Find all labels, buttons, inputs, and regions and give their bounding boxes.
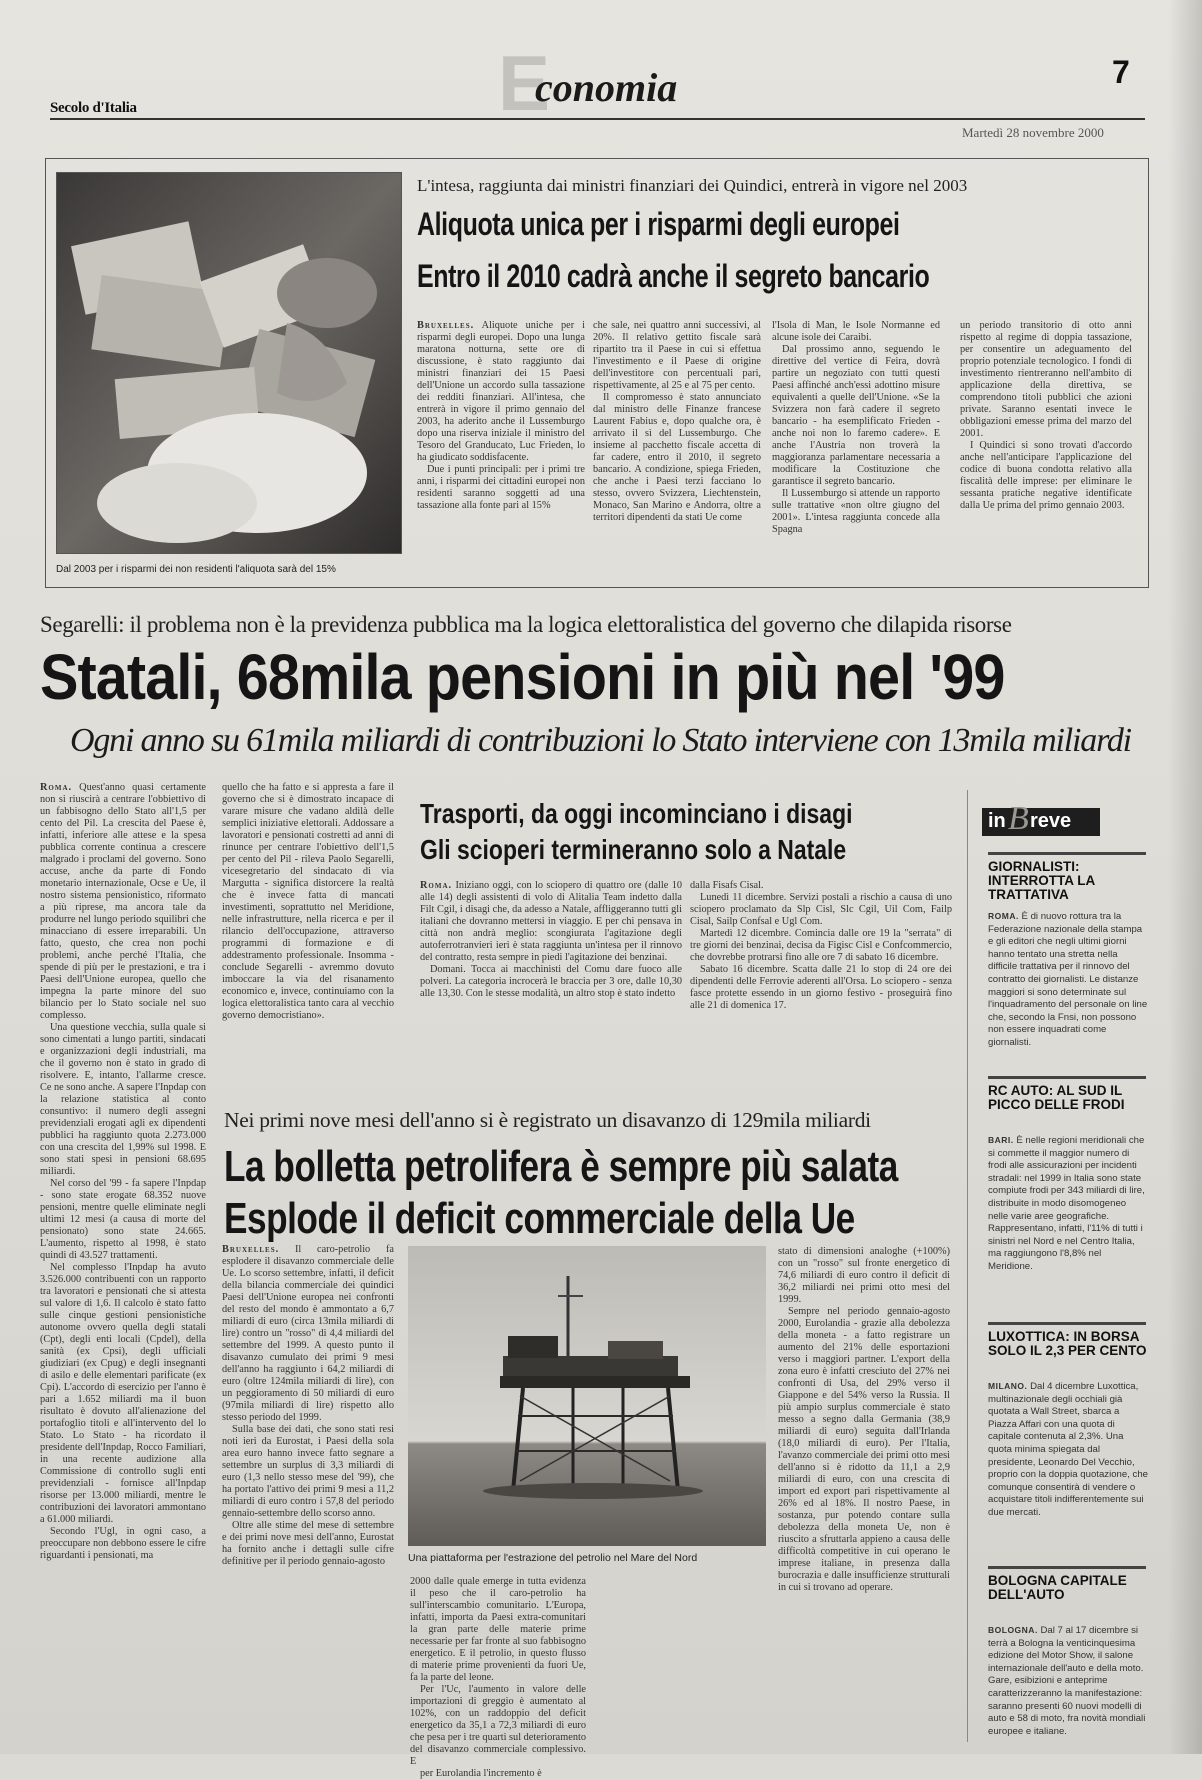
- brief-1-text: ROMA. È di nuovo rottura tra la Federazione nazionale della stampa e gli editori che negli ultimi giorni hanno tentato una stretta nella difficile trattativa per il rinnovo del contratto dei giornalisti. Le distanze maggiori si sono determinate sul l'inquadramento del personale on line che, secondo la Fnsi, non possono non essere inquadrati come giornalisti.: [988, 911, 1148, 1048]
- page-right-edge: [1168, 0, 1202, 1754]
- article2-column-2: quello che ha fatto e si appresta a fare il governo che si è dimostrato incapace di varare misure che vadano aldilà delle semplici iniziative elettorali. Addossare a lavoratori e pensionati costretti ad anni di rinunce per centrare l'obiettivo dell'1,5 per cento del Pil - rileva Paolo Segarelli, vicesegretario del sindacato di via Margutta - significa distorcere la realtà che è invece fatta di mancati investimenti, soprattutto nel Meridione, nelle infrastrutture, nella ricerca e per il rilancio dell'occupazione, attraverso programmi di formazione e di addestramento professionale. Insomma - conclude Segarelli - avremmo dovuto imboccare la via del risanamento economico e, invece, continuiamo con la logica elettoralistica tanto cara al vecchio governo democristiano».: [222, 782, 394, 1021]
- article4-column-3-full: stato di dimensioni analoghe (+100%) con un "rosso" sul fronte energetico di 74,6 miliardi di euro contro il deficit di 36,2 miliardi nei primi otto mesi del 1999. Sempre nel periodo gennaio-agosto 2000, Eurolandia - grazie alla debolezza della moneta - a fatto registrare un aumento del 21% delle esportazioni verso i maggiori partner. L'export della zona euro è infatti cresciuto del 27% nei confronti di Usa, del 29% verso il Giappone e del 54% verso la Russia. Il più ampio surplus commerciale è stato messo a segno dalla Germania (38,9 miliardi di euro) seguita dall'Irlanda (18,0 miliardi di euro). Per l'Italia, l'avanzo commerciale dei primi otto mesi dell'anno si è ridotto da 11,1 a 2,9 miliardi di euro, con una crescita di import ed export pari rispettivamente al 26% ed al 18%. Il nostro Paese, in sostanza, pur potendo contare sulla debolezza della moneta Ue, non è riuscito a sfruttarla appieno a causa delle difficoltà competitive in cui operano le imprese italiane, in presenza dalla burocrazia e dalle insufficienze strutturali in cui si trovano ad operare.: [778, 1246, 950, 1593]
- money-photo-caption: Dal 2003 per i risparmi dei non residenti l'aliquota sarà del 15%: [56, 564, 336, 575]
- article2-column-1: Roma. Quest'anno quasi certamente non si riuscirà a centrare l'obbiettivo di un fabbisogno dello Stato all'1,5 per cento del Pil. La crescita del Paese è, infatti, inferiore alle attese e la spesa pubblica corrente continua a crescere malgrado i proclami del governo. Sono accuse, anche da parte di Fondo monetario internazionale, Ocse e Ue, il nostro sistema pensionistico, riformato a più riprese, ma ancora tale da produrre nel lungo periodo squilibri che minacciano di essere irreparabili. Un fatto, questo, che crea non pochi problemi, anche perché l'Italia, che spende di più per le prestazioni, e tra i Paesi dell'Unione europea, quello che impegna la parte minore del suo bilancio per lo Stato sociale nel suo complesso. Una questione vecchia, sulla quale si sono cimentati a lungo partiti, sindacati e organizzazioni degli industriali, ma che il governo non è stato in grado di risolvere. E, intanto, l'allarme cresce. Ce ne sono anche. A sapere l'Inpdap con la relazione statistica al conto consuntivo: il numero degli assegni previdenziali erogati agli ex dipendenti pubblici ha raggiunto quota 2.273.000 con una crescita del 1,99% sul 1998. E sono stati spesi in pensioni 68.695 miliardi. Nel corso del '99 - fa sapere l'Inpdap - sono state erogate 68.352 nuove pensioni, mentre quelle eliminate negli ultimi 12 mesi (a causa di morte del pensionato) sono state 24.665. L'aumento, rispetto al 1998, è stato quindi di 43.527 trattamenti. Nel complesso l'Inpdap ha avuto 3.526.000 contribuenti con un rapporto tra lavoratori e pensionati che si attesta sul valore di 1,6. Il calcolo è stato fatto sulle cinque gestioni pensionistiche autonome ovvero quella degli statali (Cpt), degli enti locali (Cpdel), della sanità (ex Cpsi), degli ufficiali giudiziari (ex Cpug) e degli insegnanti di asilo e delle elementari parificate (ex Cpi). L'accordo di esercizio per l'anno è pari a 1.652 miliardi ma il buon risultato è dovuto all'alienazione del portafoglio titoli e all'intervento del lo Stato. Lo Stato - ha ricordato il presidente dell'Inpdap, Rocco Familiari, in una recente audizione alla Commissione di controllo sugli enti previdenziali - fornisce all'Inpdap risorse per 13.000 miliardi, mentre le contribuzioni dei lavoratori ammontano a 61.000 miliardi. Secondo l'Ugl, in ogni caso, a preoccupare non debbono essere le cifre riguardanti i pensionati, ma: [40, 782, 206, 1561]
- issue-date: Martedì 28 novembre 2000: [962, 125, 1104, 140]
- section-initial: E: [498, 39, 551, 127]
- oil-platform-photo: [408, 1246, 766, 1546]
- article2-title: Statali, 68mila pensioni in più nel '99: [40, 641, 1005, 713]
- article1-title-2: Entro il 2010 cadrà anche il segreto bancario: [417, 258, 930, 294]
- article4-column-1: Bruxelles. Il caro-petrolio fa esplodere il disavanzo commerciale delle Ue. Lo scorso settembre, infatti, il deficit della bilancia commerciale dei quindici Paesi dell'Unione europea nei confronti del resto del mondo è ammontato a 6,7 miliardi di euro (circa 13mila miliardi di lire) contro un "rosso" di 4,4 miliardi del settembre del 1999. A questo punto il disavanzo cumulato dei primi 9 mesi dell'anno ha raggiunto i 64,2 miliardi di euro (oltre 124mila miliardi di lire), con un peggioramento di 50 miliardi di euro (97mila miliardi di lire) rispetto allo stesso periodo del 1999. Sulla base dei dati, che sono stati resi noti ieri da Eurostat, i Paesi della sola area euro hanno invece fatto segnare a settembre un surplus di 3,3 miliardi di euro (1,3 nello stesso mese del '99), che ha portato l'attivo dei primi 9 mesi a 11,2 miliardi di euro contro i 57,8 del periodo gennaio-settembre dello scorso anno. Oltre alle stime del mese di settembre e dei primi nove mesi dell'anno, Eurostat ha fornito anche i dettagli sulle cifre definitive per il periodo gennaio-agosto: [222, 1244, 394, 1567]
- money-photo: [56, 172, 402, 554]
- article2-subtitle: Ogni anno su 61mila miliardi di contribuzioni lo Stato interviene con 13mila miliardi: [70, 722, 1131, 759]
- brief-2-title: RC AUTO: AL SUD IL PICCO DELLE FRODI: [988, 1083, 1125, 1112]
- article1-column-3: l'Isola di Man, le Isole Normanne ed alcune isole dei Caraibi. Dal prossimo anno, seguendo le direttive del vertice di Feira, dovrà partire un negoziato con tutti questi Paesi affinché anch'essi adottino misure equivalenti a quelle dell'Unione. «Se la Svizzera non farà cadere il segreto bancario - ha esemplificato Frieden - anche noi non lo faremo cadere». E anche l'Austria non troverà la maggioranza parlamentare necessaria a modificare la Costituzione che garantisce il segreto bancario. Il Lussemburgo si attende un rapporto sulle trattative «non oltre giugno del 2001». L'intesa raggiunta concede alla Spagna: [772, 320, 940, 535]
- masthead: Secolo d'Italia: [50, 100, 137, 116]
- brief-1-rule: [988, 852, 1146, 855]
- article4-title-1: La bolletta petrolifera è sempre più salata: [224, 1142, 898, 1191]
- article1-kicker: L'intesa, raggiunta dai ministri finanziari dei Quindici, entrerà in vigore nel 2003: [417, 176, 968, 195]
- article3-title-1: Trasporti, da oggi incominciano i disagi: [420, 798, 853, 829]
- brief-3-rule: [988, 1322, 1146, 1325]
- article4-kicker: Nei primi nove mesi dell'anno si è registrato un disavanzo di 129mila miliardi: [224, 1108, 871, 1132]
- article4-column-2: 2000 dalle quale emerge in tutta evidenza il peso che il caro-petrolio ha sull'interscambio comunitario. L'Europa, infatti, importa da Paesi extra-comunitari la gran parte delle materie prime necessarie per far fronte al suo fabbisogno energetico. E il petrolio, in questo flusso di materie prime provenienti da fuori Ue, fa la parte del leone. Per l'Uc, l'aumento in valore delle importazioni di greggio è aumentato al 102%, con un raddoppio del deficit energetico da 35,1 a 72,3 miliardi di euro che pesa per i tre quarti sul deterioramento del disavanzo commerciale complessivo. E per Eurolandia l'incremento è: [410, 1576, 586, 1779]
- article1-title-1: Aliquota unica per i risparmi degli europei: [417, 206, 900, 242]
- article3-title-2: Gli scioperi termineranno solo a Natale: [420, 834, 847, 865]
- brief-4-text: BOLOGNA. Dal 7 al 17 dicembre si terrà a Bologna la venticinquesima edizione del Motor Show, il salone internazionale dell'auto e della moto. Gare, esibizioni e anteprime caratterizzeranno la manifestazione: saranno presenti 60 nuovi modelli di auto e 58 di moto, fra novità mondiali europee e italiane.: [988, 1625, 1146, 1737]
- article2-kicker: Segarelli: il problema non è la previdenza pubblica ma la logica elettoralistica del governo che dilapida risorse: [40, 612, 1012, 637]
- article4-title-2: Esplode il deficit commerciale della Ue: [224, 1194, 855, 1243]
- page-number: 7: [1112, 54, 1130, 90]
- brief-3-title: LUXOTTICA: IN BORSA SOLO IL 2,3 PER CENTO: [988, 1329, 1147, 1358]
- brief-2-rule: [988, 1076, 1146, 1079]
- article4-column-3: [598, 1576, 768, 1742]
- article3-column-2: dalla Fisafs Cisal. Lunedì 11 dicembre. Servizi postali a rischio a causa di uno sciopero proclamato da Slp Cisl, Slc Cgil, Uil Com, Failp Cisal, Sailp Confsal e Ugl Com. Martedì 12 dicembre. Comincia dalle ore 19 la "serrata" di tre giorni dei benzinai, decisa da Figisc Cisl e Confcommercio, che dovrebbe protrarsi fino alle ore 7 di sabato 16 dicembre. Sabato 16 dicembre. Scatta dalle 21 lo stop di 24 ore dei dipendenti delle Ferrovie aderenti all'Orsa. Lo sciopero - senza fasce protette essendo in un giorno festivo - proseguirà fino alle 21 di domenica 17.: [690, 880, 952, 1011]
- in-breve-logo: in B reve: [982, 808, 1100, 836]
- brief-4-rule: [988, 1566, 1146, 1569]
- brief-1-title: GIORNALISTI: INTERROTTA LA TRATTATIVA: [988, 859, 1095, 902]
- money-photo-image: [57, 173, 401, 553]
- brief-3-text: MILANO. Dal 4 dicembre Luxottica, multinazionale degli occhiali già quotata a Wall Street, sbarca a Piazza Affari con una quota di capitale contenuta al 2,3%. Una quota minima spiegata dal presidente, Leonardo Del Vecchio, proprio con la doppia quotazione, che comunque consentirà di vendere o acquistare titoli indifferentemente sui due mercati.: [988, 1381, 1149, 1518]
- section-name: conomia: [535, 65, 678, 110]
- brief-4-title: BOLOGNA CAPITALE DELL'AUTO: [988, 1573, 1127, 1602]
- oil-platform-caption: Una piattaforma per l'estrazione del petrolio nel Mare del Nord: [408, 1552, 698, 1564]
- oil-platform-image: [408, 1246, 766, 1546]
- section-title: [498, 39, 758, 127]
- article1-column-1: Bruxelles. Aliquote uniche per i risparmi degli europei. Dopo una lunga maratona notturna, sette ore di discussione, è stato raggiunto dai ministri finanziari dei 15 Paesi dell'Unione un accordo sulla tassazione dei redditi finanziari. All'intesa, che entrerà in vigore il primo gennaio del 2003, ha aderito anche il Lussemburgo dopo una riserva iniziale il ministro del Tesoro del Granducato, Luc Frieden, lo ha giudicato soddisfacente. Due i punti principali: per i primi tre anni, i risparmi dei cittadini europei non residenti saranno soggetti ad una tassazione alla fonte pari al 15%: [417, 320, 585, 511]
- article1-column-4: un periodo transitorio di otto anni rispetto al regime di doppia tassazione, per consentire un adeguamento del proprio potenziale tecnologico. I fondi di investimento rientreranno nell'ambito di applicazione della direttiva, se comprendono titoli pubblici che azioni private. Saranno esentati invece le obbligazioni emesse prima del marzo del 2001. I Quindici si sono trovati d'accordo anche nell'anticipare l'applicazione del codice di buona condotta relativo alla fiscalità delle imprese: per eliminare le sessanta pratiche negative identificate dalla Ue prima del primo gennaio 2003.: [960, 320, 1132, 511]
- article3-column-1: Roma. Iniziano oggi, con lo sciopero di quattro ore (dalle 10 alle 14) degli assistenti di volo di Alitalia Team indetto dalla Filt Cgil, i disagi che, da adesso a Natale, affliggeranno tutti gli italiani che dovranno mettersi in viaggio. E per chi pensava in città non andrà meglio: scongiurata l'agitazione degli autoferrotranvieri ieri è stata raggiunta un'intesa per il rinnovo del contratto, resta sempre in piedi l'agitazione dei benzinai. Domani. Tocca ai macchinisti del Comu dare fuoco alle polveri. La categoria incrocerà le braccia per 3 ore, dalle 10,30 alle 13,30. Con le stesse modalità, un altro stop è stato indetto: [420, 880, 682, 999]
- article1-column-2: che sale, nei quattro anni successivi, al 20%. Il relativo gettito fiscale sarà ripartito tra il Paese in cui si effettua l'investimento e il Paese di origine dell'investitore con percentuali pari, rispettivamente, al 25 e al 75 per cento. Il compromesso è stato annunciato dal ministro delle Finanze francese Laurent Fabius e, dopo qualche ora, è arrivato il sì del Lussemburgo. Che insieme al pacchetto fiscale accetta di far cadere, entro il 2010, il segreto bancario. A condizione, spiega Frieden, che anche i Paesi terzi facciano lo stesso, ovvero Svizzera, Liechtenstein, Monaco, San Marino e Andorra, oltre a territori dipendenti da stati Ue come: [593, 320, 761, 523]
- header-top-rule: [50, 118, 1145, 120]
- sidebar-divider: [967, 790, 968, 1742]
- brief-2-text: BARI. È nelle regioni meridionali che si commette il maggior numero di frodi alle assicurazioni per incidenti stradali: nel 1999 in Italia sono state compiute frodi per 343 miliardi di lire, distribuite in modo disomogeneo nelle varie aree geografiche. Rappresentano, infatti, l'11% di tutti i sinistri nel Nord e nel Centro Italia, ma raggiungono l'8,8% nel Meridione.: [988, 1135, 1145, 1272]
